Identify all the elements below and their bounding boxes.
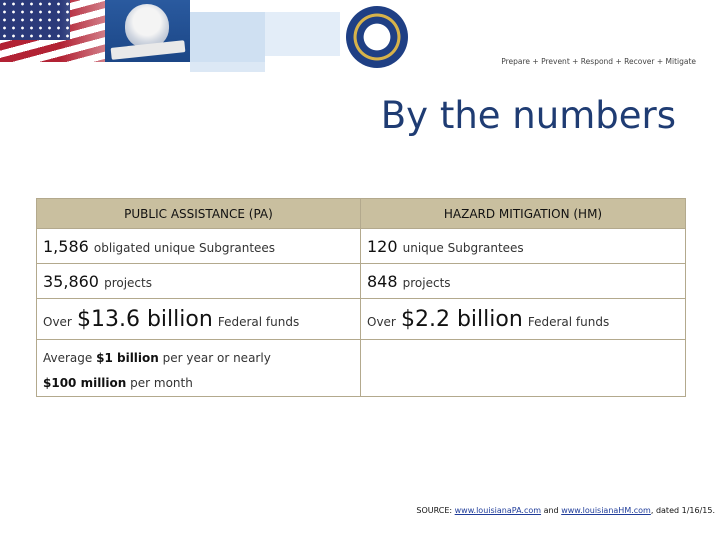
hm-projects-label: projects <box>402 275 451 290</box>
hm-projects-cell <box>361 264 686 299</box>
pa-average-note <box>43 346 354 396</box>
pa-projects-label: projects <box>104 275 152 290</box>
hm-funds-prefix: Over <box>367 314 396 329</box>
tagline: Prepare + Prevent + Respond + Recover + Mitigate <box>501 57 696 66</box>
hm-subgrantees-cell <box>361 229 686 264</box>
page-title: By the numbers <box>380 94 676 137</box>
hm-funds-label: Federal funds <box>527 314 610 329</box>
louisiana-pa-link[interactable]: www.louisianaPA.com <box>454 506 542 515</box>
louisiana-state-seal-image <box>105 0 190 62</box>
source-citation <box>370 506 715 515</box>
pa-funds-label: Federal funds <box>217 314 300 329</box>
source-mid: and <box>543 506 559 515</box>
note-value-yearly: $1 billion <box>96 351 159 365</box>
hm-funds-value: $2.2 billion <box>400 306 523 332</box>
hm-subgrantees-label: unique Subgrantees <box>402 240 524 255</box>
note-prefix: Average <box>43 351 93 365</box>
pa-funds-value: $13.6 billion <box>76 306 213 332</box>
decorative-band <box>265 12 340 56</box>
column-header-hm: HAZARD MITIGATION (HM) <box>361 199 686 229</box>
decorative-band <box>190 62 265 72</box>
column-header-pa: PUBLIC ASSISTANCE (PA) <box>37 199 361 229</box>
source-suffix: , dated 1/16/15. <box>650 506 715 515</box>
table-row <box>37 340 686 397</box>
pa-funds-prefix: Over <box>43 314 72 329</box>
hm-empty-cell <box>361 340 686 397</box>
pa-funds-cell <box>37 299 361 340</box>
table-header-row <box>37 199 686 229</box>
hm-funds-cell <box>361 299 686 340</box>
numbers-table <box>36 198 686 397</box>
pa-subgrantees-value: 1,586 <box>43 236 89 256</box>
motto-ribbon <box>111 40 186 60</box>
hm-subgrantees-value: 120 <box>367 236 398 256</box>
table-row <box>37 299 686 340</box>
pa-projects-cell <box>37 264 361 299</box>
us-flag-image <box>0 0 120 62</box>
note-mid: per year or nearly <box>162 351 271 365</box>
pa-average-note-cell <box>37 340 361 397</box>
louisiana-hm-link[interactable]: www.louisianaHM.com <box>561 506 651 515</box>
note-suffix: per month <box>130 376 193 390</box>
table-row <box>37 264 686 299</box>
pa-subgrantees-cell <box>37 229 361 264</box>
pa-subgrantees-label: obligated unique Subgrantees <box>93 240 276 255</box>
note-value-monthly: $100 million <box>43 376 127 390</box>
source-prefix: SOURCE: <box>416 506 453 515</box>
gohsep-seal-logo <box>346 6 408 68</box>
hm-projects-value: 848 <box>367 271 398 291</box>
decorative-band <box>190 12 265 62</box>
table-row <box>37 229 686 264</box>
pa-projects-value: 35,860 <box>43 271 99 291</box>
header-banner <box>0 0 340 72</box>
